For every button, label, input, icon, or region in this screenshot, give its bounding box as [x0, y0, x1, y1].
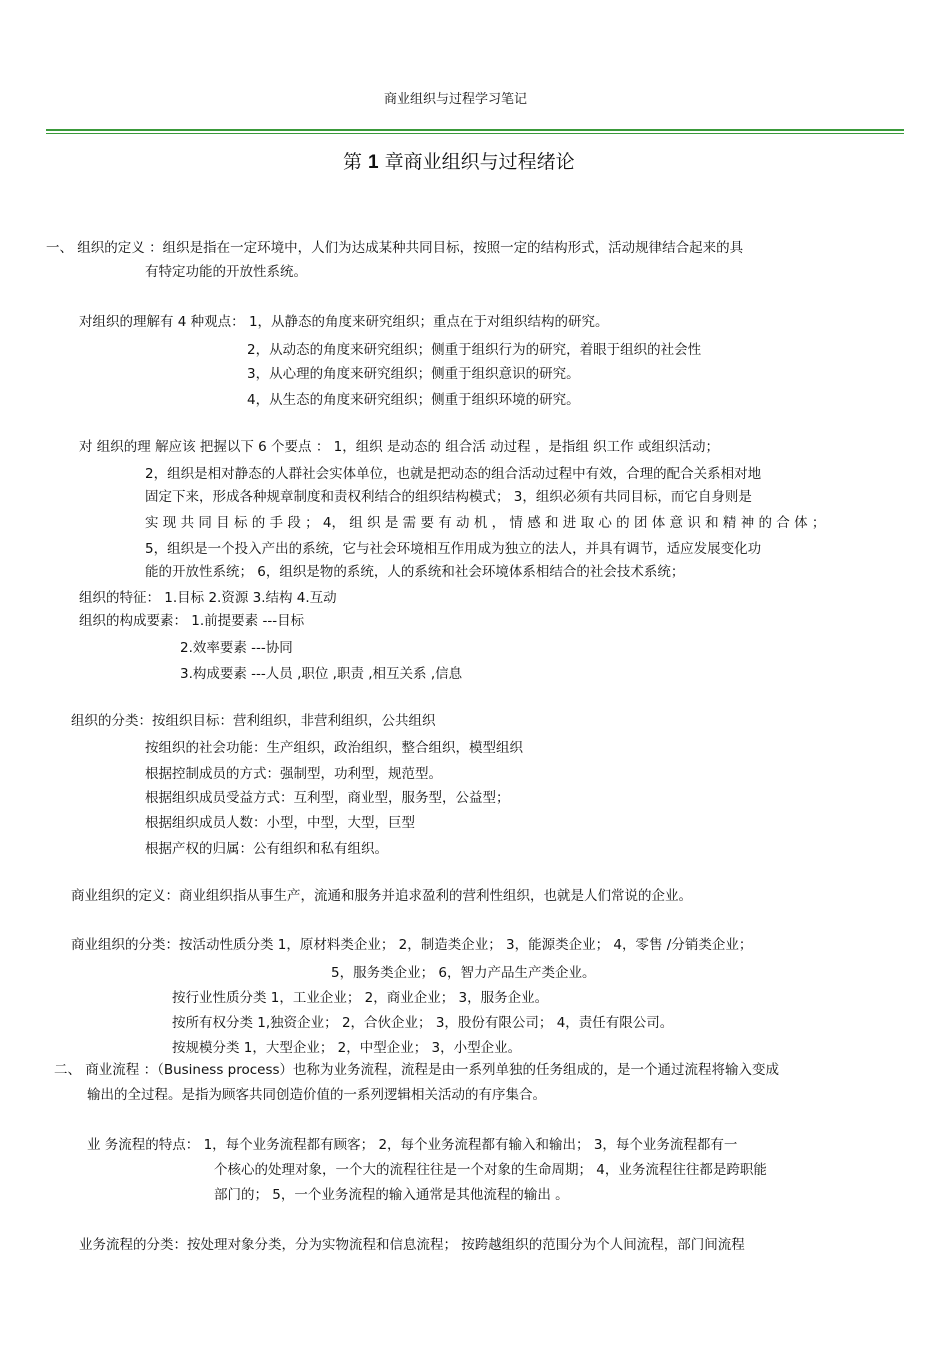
- key-points-line-5: 5，组织是一个投入产出的系统，它与社会环境相互作用成为独立的法人，并具有调节，适应发展变化功: [145, 541, 762, 557]
- biz-process-line-1: 二、 商业流程 ：（Business process）也称为业务流程，流程是由一系列单独的任务组成的，是一个通过流程将输入变成: [54, 1062, 780, 1078]
- org-class-6: 根据产权的归属：公有组织和私有组织。: [145, 841, 388, 857]
- process-features-2: 个核心的处理对象，一个大的流程往往是一个对象的生命周期； 4，业务流程往往都是跨职能: [214, 1162, 767, 1178]
- org-elements-1: 组织的构成要素： 1.前提要素 ---目标: [79, 613, 305, 629]
- biz-org-class-3: 按行业性质分类 1，工业企业； 2，商业企业； 3，服务企业。: [172, 990, 549, 1006]
- process-features-3: 部门的； 5，一个业务流程的输入通常是其他流程的输出 。: [214, 1187, 569, 1203]
- org-class-3: 根据控制成员的方式：强制型，功利型，规范型。: [145, 766, 442, 782]
- key-points-line-1: 对 组织的理 解应该 把握以下 6 个要点 ： 1，组织 是动态的 组合活 动过程 ，是指组 织工作 或组织活动；: [79, 439, 719, 455]
- viewpoints-line-4: 4，从生态的角度来研究组织；侧重于组织环境的研究。: [247, 392, 580, 408]
- org-class-4: 根据组织成员受益方式：互利型，商业型，服务型，公益型；: [145, 790, 510, 806]
- org-features: 组织的特征： 1.目标 2.资源 3.结构 4.互动: [79, 590, 337, 606]
- org-elements-3: 3.构成要素 ---人员 ,职位 ,职责 ,相互关系 ,信息: [180, 666, 463, 682]
- key-points-line-4: 实 现 共 同 目 标 的 手 段 ； 4， 组 织 是 需 要 有 动 机 ， 情 感 和 进 取 心 的 团 体 意 识 和 精 神 的 合 体 ；: [145, 515, 826, 531]
- biz-org-class-1: 商业组织的分类：按活动性质分类 1，原材料类企业； 2，制造类企业； 3，能源类企业； 4，零售 /分销类企业；: [71, 937, 753, 953]
- org-class-5: 根据组织成员人数：小型，中型，大型，巨型: [145, 815, 415, 831]
- org-elements-2: 2.效率要素 ---协同: [180, 640, 293, 656]
- key-points-line-2: 2，组织是相对静态的人群社会实体单位，也就是把动态的组合活动过程中有效，合理的配合关系相对地: [145, 466, 762, 482]
- org-definition-line-1: 一、 组织的定义 ：组织是指在一定环境中，人们为达成某种共同目标，按照一定的结构形式，活动规律结合起来的具: [46, 240, 744, 256]
- key-points-line-3: 固定下来，形成各种规章制度和责权利结合的组织结构模式； 3，组织必须有共同目标，而它自身则是: [145, 489, 752, 505]
- viewpoints-line-1: 对组织的理解有 4 种观点： 1，从静态的角度来研究组织；重点在于对组织结构的研究。: [79, 314, 609, 330]
- process-classification: 业务流程的分类：按处理对象分类，分为实物流程和信息流程； 按跨越组织的范围分为个人间流程，部门间流程: [79, 1237, 745, 1253]
- biz-org-class-4: 按所有权分类 1,独资企业； 2，合伙企业； 3，股份有限公司； 4，责任有限公司。: [172, 1015, 674, 1031]
- page-header: 商业组织与过程学习笔记: [384, 92, 528, 107]
- viewpoints-line-3: 3，从心理的角度来研究组织；侧重于组织意识的研究。: [247, 366, 580, 382]
- org-class-2: 按组织的社会功能：生产组织，政治组织，整合组织，模型组织: [145, 740, 523, 756]
- key-points-line-6: 能的开放性系统； 6，组织是物的系统，人的系统和社会环境体系相结合的社会技术系统；: [145, 564, 685, 580]
- chapter-title: 第 1 章商业组织与过程绪论: [343, 151, 575, 173]
- header-rule-thin: [46, 133, 904, 134]
- org-class-1: 组织的分类：按组织目标：营利组织，非营利组织，公共组织: [71, 713, 436, 729]
- biz-org-class-2: 5，服务类企业； 6，智力产品生产类企业。: [331, 965, 596, 981]
- process-features-1: 业 务流程的特点： 1，每个业务流程都有顾客； 2，每个业务流程都有输入和输出； 3，每个业务流程都有一: [87, 1137, 738, 1153]
- biz-org-definition: 商业组织的定义：商业组织指从事生产，流通和服务并追求盈利的营利性组织，也就是人们常说的企业。: [71, 888, 692, 904]
- org-definition-line-2: 有特定功能的开放性系统。: [145, 264, 307, 280]
- biz-process-line-2: 输出的全过程。是指为顾客共同创造价值的一系列逻辑相关活动的有序集合。: [87, 1087, 546, 1103]
- viewpoints-line-2: 2，从动态的角度来研究组织；侧重于组织行为的研究，着眼于组织的社会性: [247, 342, 702, 358]
- biz-org-class-5: 按规模分类 1，大型企业； 2，中型企业； 3，小型企业。: [172, 1040, 522, 1056]
- header-rule: [46, 129, 904, 131]
